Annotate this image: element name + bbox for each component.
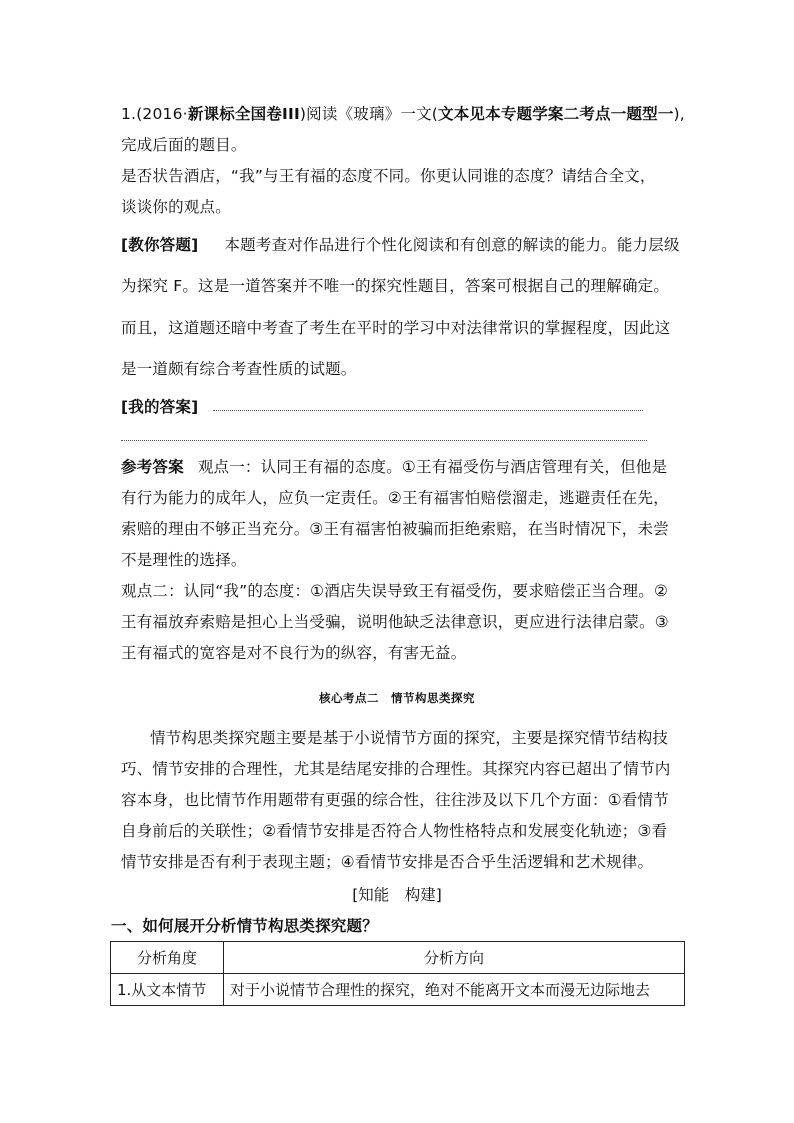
reference-line-2: 有行为能力的成年人，应负一定责任。②王有福害怕赔偿溜走，逃避责任在先，: [121, 489, 669, 507]
section-para-line-2: 巧、情节安排的合理性，尤其是结尾安排的合理性。其探究内容已超出了情节内: [121, 760, 671, 778]
section-para-line-5: 情节安排是否有利于表现主题；④看情节安排是否合乎生活逻辑和艺术规律。: [121, 853, 654, 871]
answer-line-2[interactable]: [121, 440, 647, 441]
reference-text-1: 观点一：认同王有福的态度。①王有福受伤与酒店管理有关，但他是: [197, 458, 668, 476]
teach-label: [教你答题]: [121, 236, 199, 254]
teach-line-4: 是一道颇有综合考查性质的试题。: [121, 360, 357, 378]
question-year: 1.(2016·: [121, 105, 188, 123]
table-row: [111, 974, 685, 1006]
reference-line-4: 不是理性的选择。: [121, 551, 247, 569]
question-line-1: [121, 103, 685, 125]
question-line-3: 是否状告酒店，“我”与王有福的态度不同。你更认同谁的态度？请结合全文，: [121, 167, 656, 185]
table-header-direction: 分析方向: [224, 942, 685, 974]
reference-label: 参考答案: [121, 458, 184, 476]
subheading: [知能 构建]: [352, 886, 442, 904]
analysis-table: [110, 941, 685, 1006]
teach-line-2: 为探究 F。这是一道答案并不唯一的探究性题目，答案可根据自己的理解确定。: [121, 277, 670, 295]
teach-line-1: [121, 234, 680, 256]
section-para-line-4: 自身前后的关联性；②看情节安排是否符合人物性格特点和发展变化轨迹；③看: [121, 822, 668, 840]
answer-line-1[interactable]: [213, 410, 643, 411]
my-answer-label: [我的答案]: [121, 398, 199, 416]
table-header-angle: 分析角度: [111, 942, 224, 974]
reference-line-6: 王有福放弃索赔是担心上当受骗，说明他缺乏法律意识，更应进行法律启蒙。③: [121, 613, 669, 631]
question-title-ref: )阅读《玻璃》一文(: [299, 105, 439, 123]
question-line-2: 完成后面的题目。: [121, 136, 247, 154]
reference-line-1: [121, 456, 667, 478]
table-cell-angle: 1.从文本情节: [111, 974, 224, 1006]
question-line-4: 谈谈你的观点。: [121, 198, 231, 216]
table-header-row: [111, 942, 685, 974]
section-para-line-3: 容本身，也比情节作用题带有更强的综合性，往往涉及以下几个方面：①看情节: [121, 791, 669, 809]
question-text-ref: 文本见本专题学案二考点一题型一: [438, 105, 674, 123]
section-title: 核心考点二 情节构思类探究: [319, 691, 475, 705]
reference-line-5: 观点二：认同“我”的态度：①酒店失误导致王有福受伤，要求赔偿正当合理。②: [121, 582, 669, 600]
question-line-end: ),: [673, 105, 685, 123]
reference-line-3: 索赔的理由不够正当充分。③王有福害怕被骗而拒绝索赔，在当时情况下，未尝: [121, 520, 669, 538]
reference-line-7: 王有福式的宽容是对不良行为的纵容，有害无益。: [121, 644, 467, 662]
question-source: 新课标全国卷III: [187, 105, 300, 123]
section-para-line-1: 情节构思类探究题主要是基于小说情节方面的探究，主要是探究情节结构技: [150, 729, 669, 747]
teach-line-3: 而且，这道题还暗中考查了考生在平时的学习中对法律常识的掌握程度，因此这: [121, 319, 671, 337]
method-question: 一、如何展开分析情节构思类探究题？: [111, 917, 378, 935]
teach-text-1: 本题考查对作品进行个性化阅读和有创意的解读的能力。能力层级: [224, 236, 680, 254]
table-cell-direction: 对于小说情节合理性的探究，绝对不能离开文本而漫无边际地去: [224, 974, 685, 1006]
